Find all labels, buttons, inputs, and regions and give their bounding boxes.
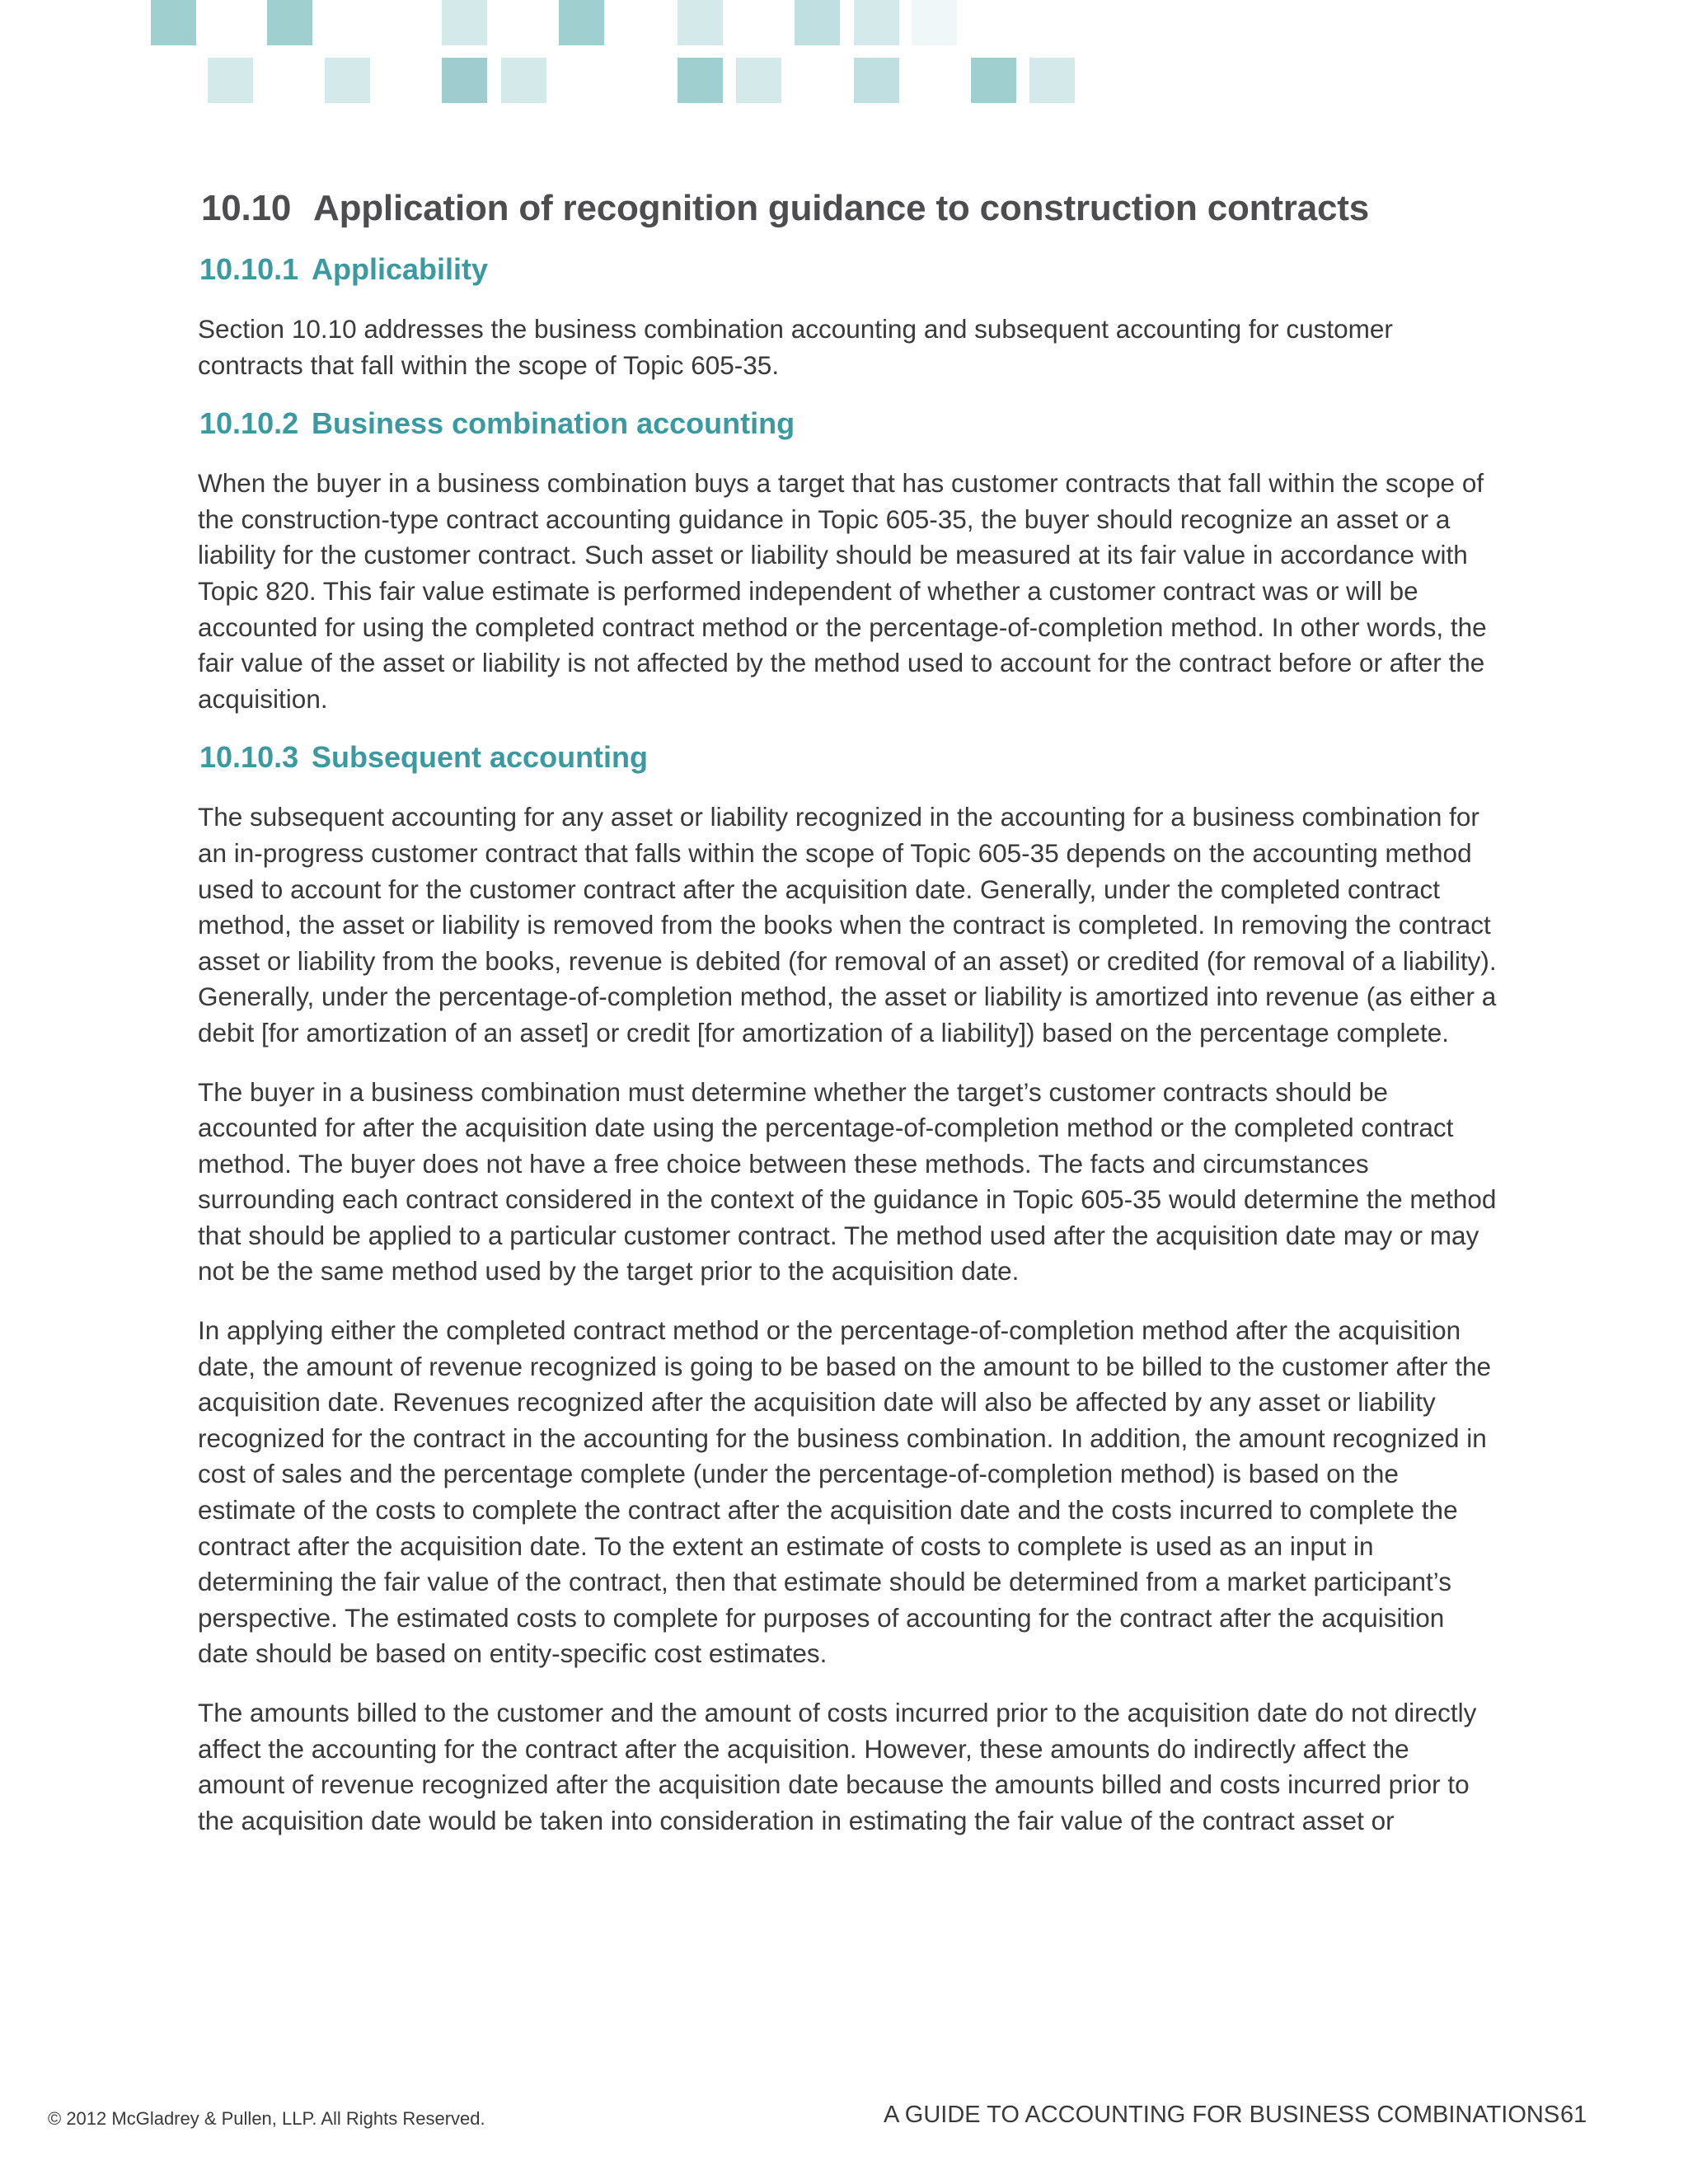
deco-square bbox=[442, 0, 487, 45]
subsection-title: Applicability bbox=[312, 252, 489, 286]
deco-square bbox=[795, 0, 840, 45]
deco-square bbox=[1029, 58, 1075, 103]
deco-square bbox=[854, 0, 899, 45]
footer-guide-title: A GUIDE TO ACCOUNTING FOR BUSINESS COMBINATIONS bbox=[884, 2102, 1560, 2128]
deco-square bbox=[442, 58, 487, 103]
page-number: 61 bbox=[1560, 2102, 1587, 2128]
subsection-heading-subsequent-accounting bbox=[199, 740, 1500, 775]
section-heading bbox=[201, 188, 1500, 229]
paragraph: The subsequent accounting for any asset or liability recognized in the accounting for a business combination for an in-progress customer contract that falls within the scope of Topic 605-35 depends on the accounting method used to account for the customer contract after the acquisition date. Generally, under the completed contract method, the asset or liability is removed from the books when the contract is completed. In removing the contract asset or liability from the books, revenue is debited (for removal of an asset) or credited (for removal of a liability). Generally, under the percentage-of-completion method, the asset or liability is amortized into revenue (as either a debit [for amortization of an asset] or credit [for amortization of a liability]) based on the percentage complete. bbox=[198, 802, 1497, 1047]
deco-square bbox=[678, 0, 723, 45]
deco-square bbox=[736, 58, 781, 103]
deco-square bbox=[912, 0, 957, 45]
subsection-heading-business-combination bbox=[199, 406, 1500, 441]
subsection-title: Subsequent accounting bbox=[312, 740, 649, 775]
deco-square bbox=[678, 58, 723, 103]
subsection-title: Business combination accounting bbox=[312, 406, 795, 441]
deco-square bbox=[971, 58, 1016, 103]
deco-square bbox=[267, 0, 312, 45]
paragraph: The buyer in a business combination must determine whether the target’s customer contracts should be accounted for after the acquisition date using the percentage-of-completion method or the completed contract method. The buyer does not have a free choice between these methods. The facts and circumstances surrounding each contract considered in the context of the guidance in Topic 605-35 would determine the method that should be applied to a particular customer contract. The method used after the acquisition date may or may not be the same method used by the target prior to the acquisition date. bbox=[198, 1076, 1497, 1286]
paragraph: Section 10.10 addresses the business combination accounting and subsequent accounting for customer contracts that fall within the scope of Topic 605-35. bbox=[198, 314, 1393, 380]
deco-square bbox=[854, 58, 899, 103]
paragraph: When the buyer in a business combination buys a target that has customer contracts that fall within the scope of the construction-type contract accounting guidance in Topic 605-35, the buyer should recognize an asset or a liability for the customer contract. Such asset or liability should be measured at its fair value in accordance with Topic 820. This fair value estimate is performed independent of whether a customer contract was or will be accounted for using the completed contract method or the percentage-of-completion method. In other words, the fair value of the asset or liability is not affected by the method used to account for the contract before or after the acquisition. bbox=[198, 468, 1487, 714]
deco-square bbox=[151, 0, 196, 45]
section-number: 10.10 bbox=[201, 188, 292, 228]
section-title: Application of recognition guidance to construction contracts bbox=[313, 188, 1369, 228]
header-decoration bbox=[0, 0, 1688, 115]
page-content bbox=[198, 188, 1500, 1862]
subsection-heading-applicability bbox=[199, 252, 1500, 287]
deco-square bbox=[559, 0, 604, 45]
subsection-number: 10.10.2 bbox=[199, 406, 299, 441]
subsection-number: 10.10.3 bbox=[199, 740, 299, 775]
deco-square bbox=[501, 58, 546, 103]
footer-copyright: © 2012 McGladrey & Pullen, LLP. All Rights Reserved. bbox=[48, 2108, 485, 2129]
subsection-number: 10.10.1 bbox=[199, 252, 299, 286]
paragraph: In applying either the completed contract method or the percentage-of-completion method after the acquisition date, the amount of revenue recognized is going to be based on the amount to be billed to the customer after the acquisition date. Revenues recognized after the acquisition date will also be affected by any asset or liability recognized for the contract in the accounting for the business combination. In addition, the amount recognized in cost of sales and the percentage complete (under the percentage-of-completion method) is based on the estimate of the costs to complete the contract after the acquisition date and the costs incurred to complete the contract after the acquisition date. To the extent an estimate of costs to complete is used as an input in determining the fair value of the contract, then that estimate should be determined from a market participant’s perspective. The estimated costs to complete for purposes of accounting for the contract after the acquisition date should be based on entity-specific cost estimates. bbox=[198, 1315, 1492, 1669]
paragraph: The amounts billed to the customer and the amount of costs incurred prior to the acquisition date do not directly affect the accounting for the contract after the acquisition. However, these amounts do indirectly affect the amount of revenue recognized after the acquisition date because the amounts billed and costs incurred prior to the acquisition date would be taken into consideration in estimating the fair value of the contract asset or bbox=[198, 1698, 1477, 1835]
deco-square bbox=[325, 58, 370, 103]
deco-square bbox=[208, 58, 253, 103]
